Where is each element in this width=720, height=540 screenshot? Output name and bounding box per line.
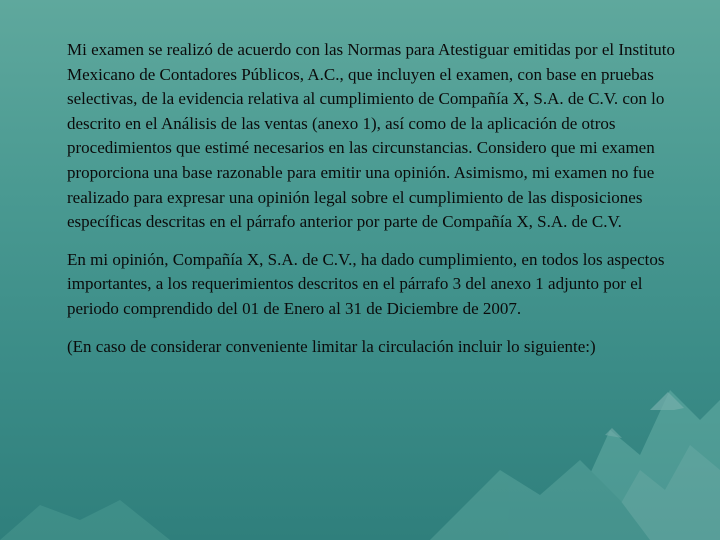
slide-body-text <box>67 38 679 372</box>
paragraph-examen: Mi examen se realizó de acuerdo con las Normas para Atestiguar emitidas por el Instituto Mexicano de Contadores Públicos, A.C., que incluyen el examen, con base en pruebas selectivas, de la evidencia relativa al cumplimiento de Compañía X, S.A. de C.V. con lo descrito en el Análisis de las ventas (anexo 1), así como de la aplicación de otros procedimientos que estimé necesarios en las circunstancias. Considero que mi examen proporciona una base razonable para emitir una opinión. Asimismo, mi examen no fue realizado para expresar una opinión legal sobre el cumplimiento de las disposiciones específicas descritas en el párrafo anterior por parte de Compañía X, S.A. de C.V. <box>67 40 676 232</box>
paragraph-opinion: En mi opinión, Compañía X, S.A. de C.V., ha dado cumplimiento, en todos los aspectos importantes, a los requerimientos descritos en el párrafo 3 del anexo 1 adjunto por el periodo comprendido del 01 de Enero al 31 de Diciembre de 2007. <box>67 249 665 318</box>
paragraph-circulacion: (En caso de considerar conveniente limitar la circulación incluir lo siguiente:) <box>67 336 596 356</box>
